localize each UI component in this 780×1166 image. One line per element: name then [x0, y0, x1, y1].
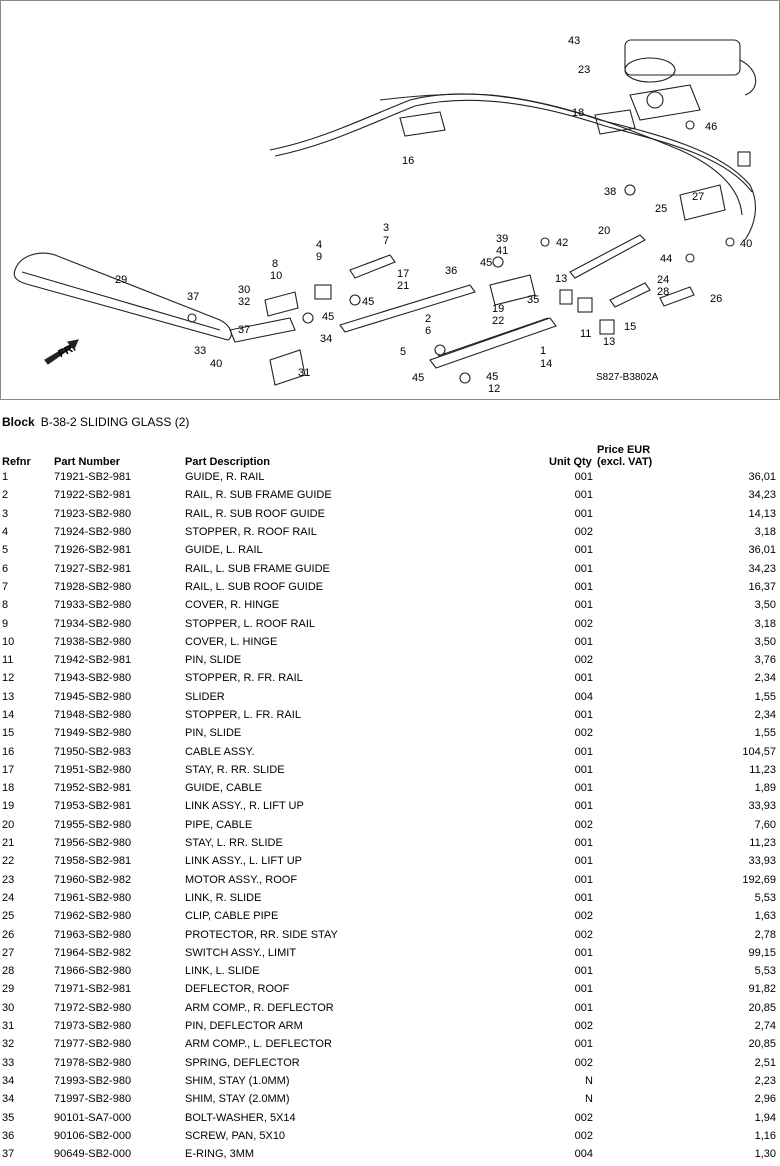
callout-9: 9 — [316, 251, 323, 263]
table-row[interactable] — [0, 486, 780, 504]
table-row[interactable] — [0, 962, 780, 980]
refnr-cell: 17 — [2, 763, 15, 776]
part-number-cell: 71964-SB2-982 — [54, 946, 132, 959]
price-cell: 34,23 — [748, 562, 776, 575]
price-cell: 33,93 — [748, 800, 776, 813]
callout-39: 39 — [496, 233, 509, 245]
callout-37b: 37 — [238, 324, 251, 336]
part-number-cell: 71923-SB2-980 — [54, 507, 132, 520]
part-number-cell: 71958-SB2-981 — [54, 855, 132, 868]
unit-qty-cell: 001 — [574, 471, 593, 484]
refnr-cell: 7 — [2, 580, 9, 593]
refnr-cell: 23 — [2, 873, 15, 886]
description-cell: SWITCH ASSY., LIMIT — [185, 946, 297, 959]
refnr-cell: 11 — [2, 654, 14, 667]
refnr-cell: 33 — [2, 1056, 15, 1069]
unit-qty-cell: 001 — [574, 1001, 593, 1014]
description-cell: SLIDER — [185, 690, 225, 703]
col-price — [595, 432, 780, 468]
unit-qty-cell: 001 — [574, 489, 593, 502]
part-number-cell: 71960-SB2-982 — [54, 873, 132, 886]
price-cell: 1,94 — [754, 1111, 776, 1124]
table-row[interactable] — [0, 816, 780, 834]
part-number-cell: 71927-SB2-981 — [54, 562, 132, 575]
price-cell: 3,50 — [754, 635, 776, 648]
part-number-cell: 71926-SB2-981 — [54, 544, 132, 557]
callout-15: 15 — [624, 321, 637, 333]
table-row[interactable] — [0, 1017, 780, 1035]
description-cell: PIN, DEFLECTOR ARM — [185, 1020, 303, 1033]
description-cell: LINK ASSY., L. LIFT UP — [185, 855, 302, 868]
table-row[interactable] — [0, 688, 780, 706]
price-cell: 2,51 — [754, 1056, 776, 1069]
refnr-cell: 29 — [2, 983, 15, 996]
description-cell: PIN, SLIDE — [185, 727, 242, 740]
table-row[interactable] — [0, 980, 780, 998]
unit-qty-cell: 001 — [574, 983, 593, 996]
refnr-cell: 37 — [2, 1148, 15, 1161]
refnr-cell: 34 — [2, 1074, 15, 1087]
part-number-cell: 71924-SB2-980 — [54, 526, 132, 539]
price-cell: 2,23 — [754, 1074, 776, 1087]
callout-26: 26 — [710, 293, 723, 305]
description-cell: RAIL, R. SUB ROOF GUIDE — [185, 507, 325, 520]
callout-33: 33 — [194, 345, 207, 357]
refnr-cell: 1 — [2, 471, 9, 484]
callout-21: 21 — [397, 280, 410, 292]
callout-45c: 45 — [322, 311, 335, 323]
unit-qty-cell: 001 — [574, 855, 593, 868]
description-cell: GUIDE, L. RAIL — [185, 544, 263, 557]
price-cell: 2,78 — [754, 928, 776, 941]
callout-45e: 45 — [412, 372, 425, 384]
price-cell: 5,53 — [754, 891, 776, 904]
callout-34: 34 — [320, 333, 333, 345]
callout-19: 19 — [492, 303, 505, 315]
refnr-cell: 2 — [2, 489, 9, 502]
block-heading — [2, 415, 189, 429]
part-number-cell: 71921-SB2-981 — [54, 471, 132, 484]
refnr-cell: 14 — [2, 709, 15, 721]
refnr-cell: 16 — [2, 745, 15, 758]
part-number-cell: 71952-SB2-981 — [54, 782, 132, 795]
col-refnr: Refnr — [2, 456, 31, 468]
callout-28: 28 — [657, 286, 670, 298]
unit-qty-cell: 002 — [574, 727, 593, 740]
description-cell: SHIM, STAY (2.0MM) — [185, 1093, 290, 1106]
description-cell: STAY, R. RR. SLIDE — [185, 763, 285, 776]
description-cell: STOPPER, R. FR. RAIL — [185, 672, 303, 685]
table-row[interactable] — [0, 834, 780, 852]
callout-4: 4 — [316, 239, 323, 251]
table-row[interactable] — [0, 761, 780, 779]
description-cell: COVER, L. HINGE — [185, 635, 278, 648]
table-row[interactable] — [0, 742, 780, 760]
price-cell: 33,93 — [748, 855, 776, 868]
unit-qty-cell: 001 — [574, 946, 593, 959]
table-header-row — [0, 432, 780, 468]
callout-40a: 40 — [740, 238, 753, 250]
callout-3: 3 — [383, 222, 390, 234]
part-number-cell: 71961-SB2-980 — [54, 891, 132, 904]
price-cell: 1,30 — [754, 1148, 776, 1161]
part-number-cell: 71971-SB2-981 — [54, 983, 132, 996]
col-unit-qty: Unit Qty — [549, 456, 592, 468]
description-cell: RAIL, R. SUB FRAME GUIDE — [185, 489, 332, 502]
part-number-cell: 71955-SB2-980 — [54, 818, 132, 831]
refnr-cell: 3 — [2, 507, 9, 520]
part-number-cell: 71978-SB2-980 — [54, 1056, 132, 1069]
unit-qty-cell: 001 — [574, 891, 593, 904]
description-cell: GUIDE, CABLE — [185, 782, 263, 795]
callout-35: 35 — [527, 294, 540, 306]
unit-qty-cell: 001 — [574, 873, 593, 886]
price-cell: 2,34 — [754, 672, 776, 685]
description-cell: PIN, SLIDE — [185, 654, 242, 667]
unit-qty-cell: 001 — [574, 672, 593, 685]
callout-20: 20 — [598, 225, 611, 237]
part-number-cell: 71951-SB2-980 — [54, 763, 132, 776]
callout-8: 8 — [272, 258, 279, 270]
callout-18: 18 — [572, 107, 585, 119]
table-row[interactable] — [0, 871, 780, 889]
description-cell: DEFLECTOR, ROOF — [185, 983, 290, 996]
unit-qty-cell: 001 — [574, 507, 593, 520]
part-number-cell: 71973-SB2-980 — [54, 1020, 132, 1033]
unit-qty-cell: 002 — [574, 818, 593, 831]
price-cell: 3,76 — [754, 654, 776, 667]
part-number-cell: 71943-SB2-980 — [54, 672, 132, 685]
price-cell: 3,18 — [754, 617, 776, 630]
refnr-cell: 13 — [2, 690, 15, 703]
table-row[interactable] — [0, 559, 780, 577]
table-row[interactable] — [0, 1072, 780, 1090]
refnr-cell: 4 — [2, 526, 9, 539]
part-number-cell: 90649-SB2-000 — [54, 1148, 132, 1161]
fr-label: FR. — [56, 341, 78, 361]
price-cell: 14,13 — [748, 507, 776, 520]
parts-table-body — [0, 468, 780, 1163]
callout-17: 17 — [397, 268, 410, 280]
price-cell: 1,16 — [754, 1129, 776, 1142]
price-cell: 3,50 — [754, 599, 776, 612]
description-cell: STOPPER, R. ROOF RAIL — [185, 526, 317, 539]
price-cell: 3,18 — [754, 526, 776, 539]
part-number-cell: 71997-SB2-980 — [54, 1093, 132, 1106]
table-row[interactable] — [0, 1054, 780, 1072]
refnr-cell: 34 — [2, 1093, 15, 1106]
callout-25: 25 — [655, 203, 668, 215]
callout-10: 10 — [270, 270, 283, 282]
description-cell: ARM COMP., L. DEFLECTOR — [185, 1038, 332, 1051]
table-row[interactable] — [0, 944, 780, 962]
table-row[interactable] — [0, 1090, 780, 1108]
unit-qty-cell: 001 — [574, 635, 593, 648]
refnr-cell: 31 — [2, 1020, 15, 1033]
callout-2: 2 — [425, 313, 432, 325]
refnr-cell: 18 — [2, 782, 15, 795]
callout-11: 11 — [580, 328, 592, 340]
part-number-cell: 71972-SB2-980 — [54, 1001, 132, 1014]
part-number-cell: 71942-SB2-981 — [54, 654, 132, 667]
table-row[interactable] — [0, 999, 780, 1017]
price-cell: 2,34 — [754, 709, 776, 721]
refnr-cell: 19 — [2, 800, 15, 813]
part-number-cell: 71948-SB2-980 — [54, 709, 132, 721]
table-row[interactable] — [0, 1127, 780, 1145]
unit-qty-cell: N — [585, 1093, 593, 1106]
unit-qty-cell: 001 — [574, 763, 593, 776]
unit-qty-cell: 001 — [574, 580, 593, 593]
price-cell: 1,63 — [754, 910, 776, 923]
unit-qty-cell: 002 — [574, 617, 593, 630]
price-cell: 11,23 — [749, 763, 776, 776]
table-row[interactable] — [0, 706, 780, 724]
callout-41: 41 — [496, 245, 509, 257]
part-number-cell: 71953-SB2-981 — [54, 800, 132, 813]
description-cell: CLIP, CABLE PIPE — [185, 910, 279, 923]
unit-qty-cell: 001 — [574, 709, 593, 721]
col-price-line2: (excl. VAT) — [597, 456, 653, 468]
table-row[interactable] — [0, 1035, 780, 1053]
exploded-parts-diagram — [0, 0, 780, 400]
description-cell: LINK ASSY., R. LIFT UP — [185, 800, 304, 813]
part-number-cell: 71945-SB2-980 — [54, 690, 132, 703]
col-part-number: Part Number — [54, 456, 121, 468]
unit-qty-cell: 002 — [574, 1020, 593, 1033]
price-cell: 2,74 — [754, 1020, 776, 1033]
callout-45b: 45 — [362, 296, 375, 308]
unit-qty-cell: 002 — [574, 1056, 593, 1069]
price-cell: 5,53 — [754, 965, 776, 978]
table-row[interactable] — [0, 596, 780, 614]
part-number-cell: 71934-SB2-980 — [54, 617, 132, 630]
callout-23: 23 — [578, 64, 591, 76]
callout-38: 38 — [604, 186, 617, 198]
unit-qty-cell: 002 — [574, 526, 593, 539]
unit-qty-cell: 004 — [574, 690, 593, 703]
callout-43: 43 — [568, 35, 581, 47]
table-row[interactable] — [0, 614, 780, 632]
table-row[interactable] — [0, 633, 780, 651]
description-cell: RAIL, L. SUB ROOF GUIDE — [185, 580, 324, 593]
unit-qty-cell: 002 — [574, 928, 593, 941]
price-cell: 11,23 — [749, 837, 776, 850]
callout-30: 30 — [238, 284, 251, 296]
table-row[interactable] — [0, 651, 780, 669]
drawing-code: S827-B3802A — [596, 372, 659, 383]
description-cell: BOLT-WASHER, 5X14 — [185, 1111, 296, 1124]
table-row[interactable] — [0, 578, 780, 596]
price-cell: 91,82 — [748, 983, 776, 996]
table-row[interactable] — [0, 1145, 780, 1163]
table-row[interactable] — [0, 907, 780, 925]
price-cell: 36,01 — [748, 471, 776, 484]
table-row[interactable] — [0, 468, 780, 486]
table-row[interactable] — [0, 779, 780, 797]
refnr-cell: 22 — [2, 855, 15, 868]
description-cell: SCREW, PAN, 5X10 — [185, 1129, 286, 1142]
price-cell: 2,96 — [754, 1093, 776, 1106]
parts-table — [0, 432, 780, 1163]
callout-44: 44 — [660, 253, 673, 265]
table-row[interactable] — [0, 523, 780, 541]
part-number-cell: 71977-SB2-980 — [54, 1038, 132, 1051]
description-cell: PIPE, CABLE — [185, 818, 253, 831]
refnr-cell: 5 — [2, 544, 9, 557]
price-cell: 20,85 — [748, 1001, 776, 1014]
block-label: Block — [2, 415, 35, 429]
unit-qty-cell: 001 — [574, 782, 593, 795]
refnr-cell: 24 — [2, 891, 15, 904]
table-row[interactable] — [0, 852, 780, 870]
callout-12: 45 — [486, 371, 499, 383]
price-cell: 16,37 — [748, 580, 776, 593]
unit-qty-cell: 001 — [574, 562, 593, 575]
unit-qty-cell: 004 — [574, 1148, 593, 1161]
table-row[interactable] — [0, 889, 780, 907]
refnr-cell: 10 — [2, 635, 15, 648]
callout-46: 46 — [705, 121, 718, 133]
callout-40b: 40 — [210, 358, 223, 370]
description-cell: ARM COMP., R. DEFLECTOR — [185, 1001, 334, 1014]
unit-qty-cell: 001 — [574, 800, 593, 813]
callout-14: 12 — [488, 383, 501, 395]
refnr-cell: 12 — [2, 672, 15, 685]
description-cell: STAY, L. RR. SLIDE — [185, 837, 283, 850]
part-number-cell: 71962-SB2-980 — [54, 910, 132, 923]
unit-qty-cell: 002 — [574, 1129, 593, 1142]
refnr-cell: 30 — [2, 1001, 15, 1014]
callout-22: 22 — [492, 315, 505, 327]
callout-27: 27 — [692, 191, 705, 203]
refnr-cell: 21 — [2, 837, 15, 850]
part-number-cell: 71950-SB2-983 — [54, 745, 132, 758]
part-number-cell: 71963-SB2-980 — [54, 928, 132, 941]
price-cell: 192,69 — [742, 873, 776, 886]
description-cell: COVER, R. HINGE — [185, 599, 280, 612]
refnr-cell: 15 — [2, 727, 15, 740]
description-cell: STOPPER, L. FR. RAIL — [185, 709, 301, 721]
refnr-cell: 8 — [2, 599, 9, 612]
table-row[interactable] — [0, 669, 780, 687]
price-cell: 99,15 — [748, 946, 776, 959]
table-row[interactable] — [0, 925, 780, 943]
refnr-cell: 28 — [2, 965, 15, 978]
callout-32: 32 — [238, 296, 251, 308]
price-cell: 20,85 — [748, 1038, 776, 1051]
part-number-cell: 71922-SB2-981 — [54, 489, 132, 502]
unit-qty-cell: N — [585, 1074, 593, 1087]
price-cell: 1,55 — [754, 727, 776, 740]
price-cell: 36,01 — [748, 544, 776, 557]
refnr-cell: 20 — [2, 818, 15, 831]
price-cell: 34,23 — [748, 489, 776, 502]
unit-qty-cell: 001 — [574, 745, 593, 758]
refnr-cell: 26 — [2, 928, 15, 941]
part-number-cell: 90101-SA7-000 — [54, 1111, 132, 1124]
description-cell: SPRING, DEFLECTOR — [185, 1056, 300, 1069]
refnr-cell: 36 — [2, 1129, 15, 1142]
diagram-drawing — [0, 0, 780, 400]
callout-6: 6 — [425, 325, 432, 337]
block-title: B-38-2 SLIDING GLASS (2) — [40, 415, 190, 429]
part-number-cell: 71993-SB2-980 — [54, 1074, 132, 1087]
description-cell: MOTOR ASSY., ROOF — [185, 873, 298, 886]
callout-31: 31 — [298, 367, 311, 379]
callout-24: 24 — [657, 274, 670, 286]
description-cell: LINK, L. SLIDE — [185, 965, 260, 978]
description-cell: E-RING, 3MM — [185, 1148, 255, 1161]
price-cell: 104,57 — [742, 745, 776, 758]
callout-42: 42 — [556, 237, 569, 249]
part-number-cell: 71956-SB2-980 — [54, 837, 132, 850]
description-cell: PROTECTOR, RR. SIDE STAY — [185, 928, 338, 941]
callout-1: 1 — [540, 345, 547, 357]
description-cell: RAIL, L. SUB FRAME GUIDE — [185, 562, 330, 575]
callout-16: 16 — [402, 155, 415, 167]
price-cell: 1,89 — [754, 782, 776, 795]
callout-13a: 13 — [555, 273, 568, 285]
callout-36: 36 — [445, 265, 458, 277]
table-row[interactable] — [0, 724, 780, 742]
part-number-cell: 71933-SB2-980 — [54, 599, 132, 612]
part-number-cell: 90106-SB2-000 — [54, 1129, 132, 1142]
table-row[interactable] — [0, 505, 780, 523]
price-cell: 7,60 — [754, 818, 776, 831]
refnr-cell: 35 — [2, 1111, 15, 1124]
unit-qty-cell: 001 — [574, 1038, 593, 1051]
callout-45a: 45 — [480, 257, 493, 269]
description-cell: STOPPER, L. ROOF RAIL — [185, 617, 315, 630]
refnr-cell: 27 — [2, 946, 15, 959]
part-number-cell: 71949-SB2-980 — [54, 727, 132, 740]
refnr-cell: 32 — [2, 1038, 15, 1051]
table-row[interactable] — [0, 1108, 780, 1126]
part-number-cell: 71928-SB2-980 — [54, 580, 132, 593]
unit-qty-cell: 002 — [574, 654, 593, 667]
callout-29: 29 — [115, 274, 128, 286]
description-cell: SHIM, STAY (1.0MM) — [185, 1074, 290, 1087]
col-price-line1: Price EUR — [597, 444, 651, 456]
description-cell: CABLE ASSY. — [185, 745, 255, 758]
refnr-cell: 25 — [2, 910, 15, 923]
price-cell: 1,55 — [754, 690, 776, 703]
unit-qty-cell: 002 — [574, 1111, 593, 1124]
part-number-cell: 71938-SB2-980 — [54, 635, 132, 648]
unit-qty-cell: 001 — [574, 965, 593, 978]
callout-37a: 37 — [187, 291, 200, 303]
callout-5: 14 — [540, 358, 553, 370]
refnr-cell: 9 — [2, 617, 9, 630]
col-description: Part Description — [185, 456, 270, 468]
callout-7: 7 — [383, 235, 390, 247]
unit-qty-cell: 001 — [574, 837, 593, 850]
unit-qty-cell: 001 — [574, 599, 593, 612]
description-cell: LINK, R. SLIDE — [185, 891, 262, 904]
part-number-cell: 71966-SB2-980 — [54, 965, 132, 978]
description-cell: GUIDE, R. RAIL — [185, 471, 265, 484]
refnr-cell: 6 — [2, 562, 9, 575]
table-row[interactable] — [0, 541, 780, 559]
callout-13b: 13 — [603, 336, 616, 348]
unit-qty-cell: 002 — [574, 910, 593, 923]
unit-qty-cell: 001 — [574, 544, 593, 557]
callout-45d: 5 — [400, 346, 407, 358]
table-row[interactable] — [0, 797, 780, 815]
